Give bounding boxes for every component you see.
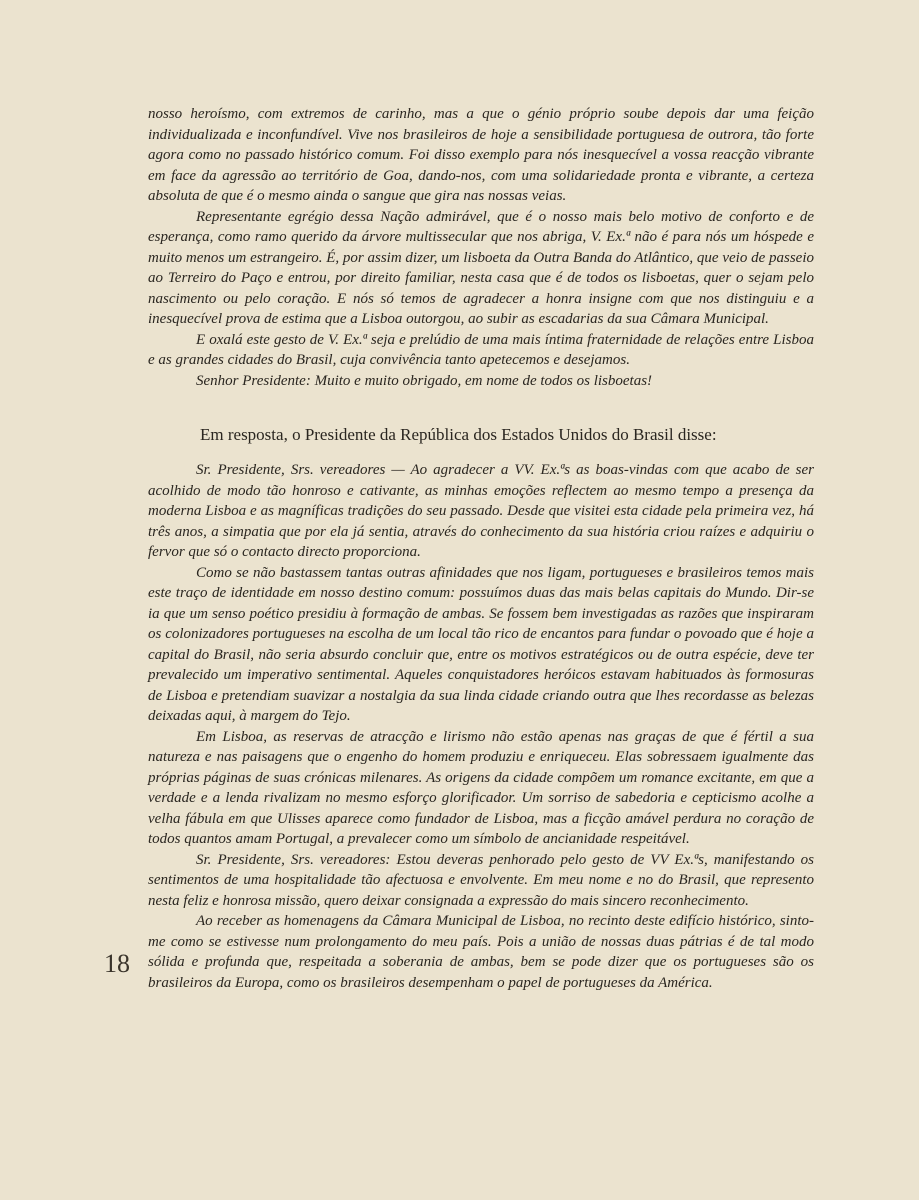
paragraph: Como se não bastassem tantas outras afinidades que nos ligam, portugueses e brasileiros temos mais este traço de identidade em nosso destino comum: possuímos duas das mais belas capitais do Mundo. Dir-se ia que um senso poético presidiu à formação de ambas. Se fossem bem investigadas as razões que inspiraram os colonizadores portugueses na escolha de um local tão rico de encantos para fundar o povoado que é hoje a capital do Brasil, não seria absurdo concluir que, entre os motivos estratégicos ou de outra espécie, deve ter prevalecido um imperativo sentimental. Aqueles conquistadores heróicos estavam habituados às formosuras de Lisboa e pretendiam suavizar a nostalgia da sua linda cidade criando outra que lhes recordasse as belezas deixadas aqui, à margem do Tejo. <box>148 564 814 724</box>
paragraph: Em Lisboa, as reservas de atracção e lirismo não estão apenas nas graças de que é fértil a sua natureza e nas paisagens que o engenho do homem produziu e enriqueceu. Elas sobressaem igualmente das próprias páginas de suas crónicas milenares. As origens da cidade compõem um romance excitante, em que a verdade e a lenda rivalizam no mesmo esforço glorificador. Um sorriso de sabedoria e cepticismo acolhe a velha fábula em que Ulisses aparece como fundador de Lisboa, mas a ficção amável perdura no coração de todos quantos amam Portugal, a prevalecer como um símbolo de ancianidade respeitável. <box>148 728 814 847</box>
section-heading: Em resposta, o Presidente da República dos Estados Unidos do Brasil disse: <box>200 425 717 444</box>
paragraph: Sr. Presidente, Srs. vereadores — Ao agradecer a VV. Ex.ªs as boas-vindas com que acabo de ser acolhido de modo tão honroso e cativante, as minhas emoções reflectem ao mesmo tempo a presença da moderna Lisboa e as magníficas tradições do seu passado. Desde que visitei esta cidade pela primeira vez, há três anos, a simpatia que por ela já sentia, através do conhecimento da sua história criou raízes e adquiriu o fervor que só o contacto directo proporciona. <box>148 462 814 560</box>
paragraph: nosso heroísmo, com extremos de carinho, mas a que o génio próprio soube depois dar uma feição individualizada e inconfundível. Vive nos brasileiros de hoje a sensibilidade portuguesa de outrora, tão forte agora como no passado histórico comum. Foi disso exemplo para nós inesquecível a vossa reacção vibrante em face da agressão ao território de Goa, dando-nos, com uma solidariedade pronta e vibrante, a certeza absoluta de que é o mesmo ainda o sangue que gira nas nossas veias. <box>148 106 814 204</box>
paragraph: Sr. Presidente, Srs. vereadores: Estou deveras penhorado pelo gesto de VV Ex.ªs, manifestando os sentimentos de uma hospitalidade tão afectuosa e envolvente. Em meu nome e no do Brasil, que represento nesta feliz e honrosa missão, quero deixar consignada a expressão do mais sincero reconhecimento. <box>148 851 814 909</box>
paragraph: Representante egrégio dessa Nação admirável, que é o nosso mais belo motivo de conforto e de esperança, como ramo querido da árvore multissecular que nos abriga, V. Ex.ª não é para nós um hóspede e muito menos um estrangeiro. É, por assim dizer, um lisboeta da Outra Banda do Atlântico, que veio de passeio ao Terreiro do Paço e entrou, por direito familiar, nesta casa que é de todos os lisboetas, quer o sejam pelo nascimento ou pelo coração. E nós só temos de agradecer a honra insigne com que nos distinguiu e a inesquecível prova de estima que a Lisboa outorgou, ao subir as escadarias da sua Câmara Municipal. <box>148 208 814 327</box>
page-number: 18 <box>104 949 130 978</box>
speech-section-1 <box>148 104 814 391</box>
speech-section-2 <box>148 460 814 993</box>
paragraph: Senhor Presidente: Muito e muito obrigado, em nome de todos os lisboetas! <box>196 372 653 389</box>
paragraph: Ao receber as homenagens da Câmara Municipal de Lisboa, no recinto deste edifício histórico, sinto-me como se estivesse num prolongamento do meu país. Pois a união de nossas duas pátrias é de tal modo sólida e profunda que, respeitada a soberania de ambas, bem se pode dizer que os portugueses são os brasileiros da Europa, como os brasileiros desempenham o papel de portugueses da América. <box>148 913 814 991</box>
paragraph: E oxalá este gesto de V. Ex.ª seja e prelúdio de uma mais íntima fraternidade de relações entre Lisboa e as grandes cidades do Brasil, cuja convivência tanto apetecemos e desejamos. <box>148 331 814 368</box>
